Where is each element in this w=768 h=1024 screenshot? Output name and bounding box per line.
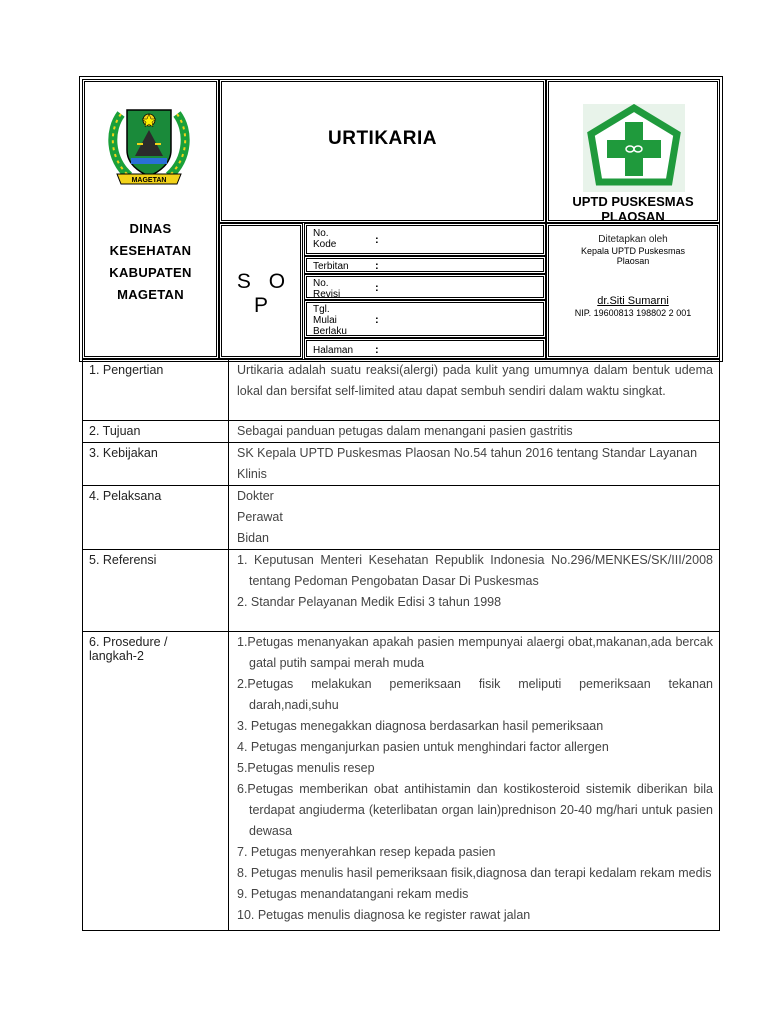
field-colon: : bbox=[375, 314, 379, 326]
pengertian-text: Urtikaria adalah suatu reaksi(alergi) pada kulit yang umumnya dalam bentuk udema lokal dan bersifat self-limited atau dapat sembuh sendiri dalam waktu singkat. bbox=[229, 360, 720, 421]
list-item: 6.Petugas memberikan obat antihistamin dan kostikosteroid sistemik diberikan bila terdapat angiuderma (keterlibatan organ lain)prednison 20-40 mg/hari untuk pasien dewasa bbox=[237, 782, 713, 838]
referensi-list bbox=[229, 550, 720, 632]
field-label: No. Kode bbox=[313, 228, 337, 250]
list-item: 3. Petugas menegakkan diagnosa berdasarkan hasil pemeriksaan bbox=[237, 719, 604, 733]
dinas-line: KABUPATEN bbox=[109, 265, 192, 280]
list-item: 10. Petugas menulis diagnosa ke register rawat jalan bbox=[237, 908, 531, 922]
dinas-line: DINAS bbox=[129, 221, 172, 236]
list-item: 1.Petugas menanyakan apakah pasien mempunyai alaergi obat,makanan,ada bercak gatal putih sampai merah muda bbox=[237, 635, 713, 670]
list-item: 9. Petugas menandatangani rekam medis bbox=[237, 887, 469, 901]
field-colon: : bbox=[375, 234, 379, 246]
dinas-line: KESEHATAN bbox=[109, 243, 192, 258]
dinas-kesehatan-label bbox=[85, 218, 216, 306]
header-right-top-cell bbox=[546, 79, 720, 223]
header-left-cell bbox=[82, 79, 219, 359]
ditetapkan-label: Ditetapkan oleh bbox=[598, 234, 668, 245]
list-item: 5.Petugas menulis resep bbox=[237, 761, 375, 775]
dinas-line: MAGETAN bbox=[117, 287, 184, 302]
prosedure-steps bbox=[229, 632, 720, 931]
kepala-label bbox=[549, 246, 717, 266]
table-row bbox=[83, 360, 720, 421]
list-item: 4. Petugas menganjurkan pasien untuk menghindari factor allergen bbox=[237, 740, 609, 754]
field-colon: : bbox=[375, 260, 379, 272]
prosedure-label-line2: langkah-2 bbox=[89, 649, 144, 663]
section-label: 1. Pengertian bbox=[83, 360, 229, 421]
field-label: Tgl. Mulai Berlaku bbox=[313, 304, 347, 337]
field-no-revisi bbox=[304, 274, 546, 300]
section-label: 3. Kebijakan bbox=[83, 443, 229, 486]
section-label: 4. Pelaksana bbox=[83, 486, 229, 550]
field-colon: : bbox=[375, 344, 379, 356]
header-title-cell bbox=[219, 79, 546, 223]
signer-nip: NIP. 19600813 198802 2 001 bbox=[574, 308, 692, 318]
table-row bbox=[83, 486, 720, 550]
field-halaman bbox=[304, 338, 546, 359]
tujuan-text: Sebagai panduan petugas dalam menangani pasien gastritis bbox=[229, 421, 720, 443]
section-label: 2. Tujuan bbox=[83, 421, 229, 443]
puskesmas-name-line1: UPTD PUSKESMAS bbox=[572, 194, 694, 209]
puskesmas-name-line2: PLAOSAN bbox=[601, 209, 665, 224]
field-colon: : bbox=[375, 282, 379, 294]
section-label bbox=[83, 632, 229, 931]
list-item: Bidan bbox=[237, 531, 269, 545]
list-item: 2.Petugas melakukan pemeriksaan fisik meliputi pemeriksaan tekanan darah,nadi,suhu bbox=[237, 677, 713, 712]
section-label: 5. Referensi bbox=[83, 550, 229, 632]
kepala-line2: Plaosan bbox=[616, 256, 650, 266]
crest-banner-text: MAGETAN bbox=[131, 177, 167, 184]
field-label: Terbitan bbox=[313, 261, 349, 272]
prosedure-label-line1: 6. Prosedure / bbox=[89, 635, 168, 649]
table-row bbox=[83, 421, 720, 443]
list-item: Dokter bbox=[237, 489, 274, 503]
field-no-kode bbox=[304, 223, 546, 256]
document-title: URTIKARIA bbox=[328, 128, 437, 149]
list-item: 7. Petugas menyerahkan resep kepada pasien bbox=[237, 845, 496, 859]
pelaksana-list bbox=[229, 486, 720, 550]
list-item: 1. Keputusan Menteri Kesehatan Republik Indonesia No.296/MENKES/SK/III/2008 tentang Pedoman Pengobatan Dasar Di Puskesmas bbox=[237, 553, 713, 588]
kebijakan-text: SK Kepala UPTD Puskesmas Plaosan No.54 tahun 2016 tentang Standar Layanan Klinis bbox=[229, 443, 720, 486]
field-tgl-mulai-berlaku bbox=[304, 300, 546, 338]
list-item: 2. Standar Pelayanan Medik Edisi 3 tahun 1998 bbox=[237, 595, 502, 609]
table-row bbox=[83, 443, 720, 486]
list-item: 8. Petugas menulis hasil pemeriksaan fisik,diagnosa dan terapi kedalam rekam medis bbox=[237, 866, 712, 880]
header-sop-cell bbox=[219, 223, 303, 359]
field-label: Halaman bbox=[313, 345, 354, 356]
puskesmas-name bbox=[549, 194, 717, 224]
field-label: No. Revisi bbox=[313, 278, 341, 300]
signer-name: dr.Siti Sumarni bbox=[597, 295, 669, 307]
magetan-crest-icon bbox=[107, 100, 191, 192]
list-item: Perawat bbox=[237, 510, 283, 524]
puskesmas-logo-icon bbox=[583, 104, 685, 192]
kepala-line1: Kepala UPTD Puskesmas bbox=[580, 246, 686, 256]
sop-content-table bbox=[82, 359, 720, 931]
table-row bbox=[83, 632, 720, 931]
field-terbitan bbox=[304, 256, 546, 274]
sop-label: S O P bbox=[236, 270, 292, 317]
table-row bbox=[83, 550, 720, 632]
header-right-bottom-cell bbox=[546, 223, 720, 359]
